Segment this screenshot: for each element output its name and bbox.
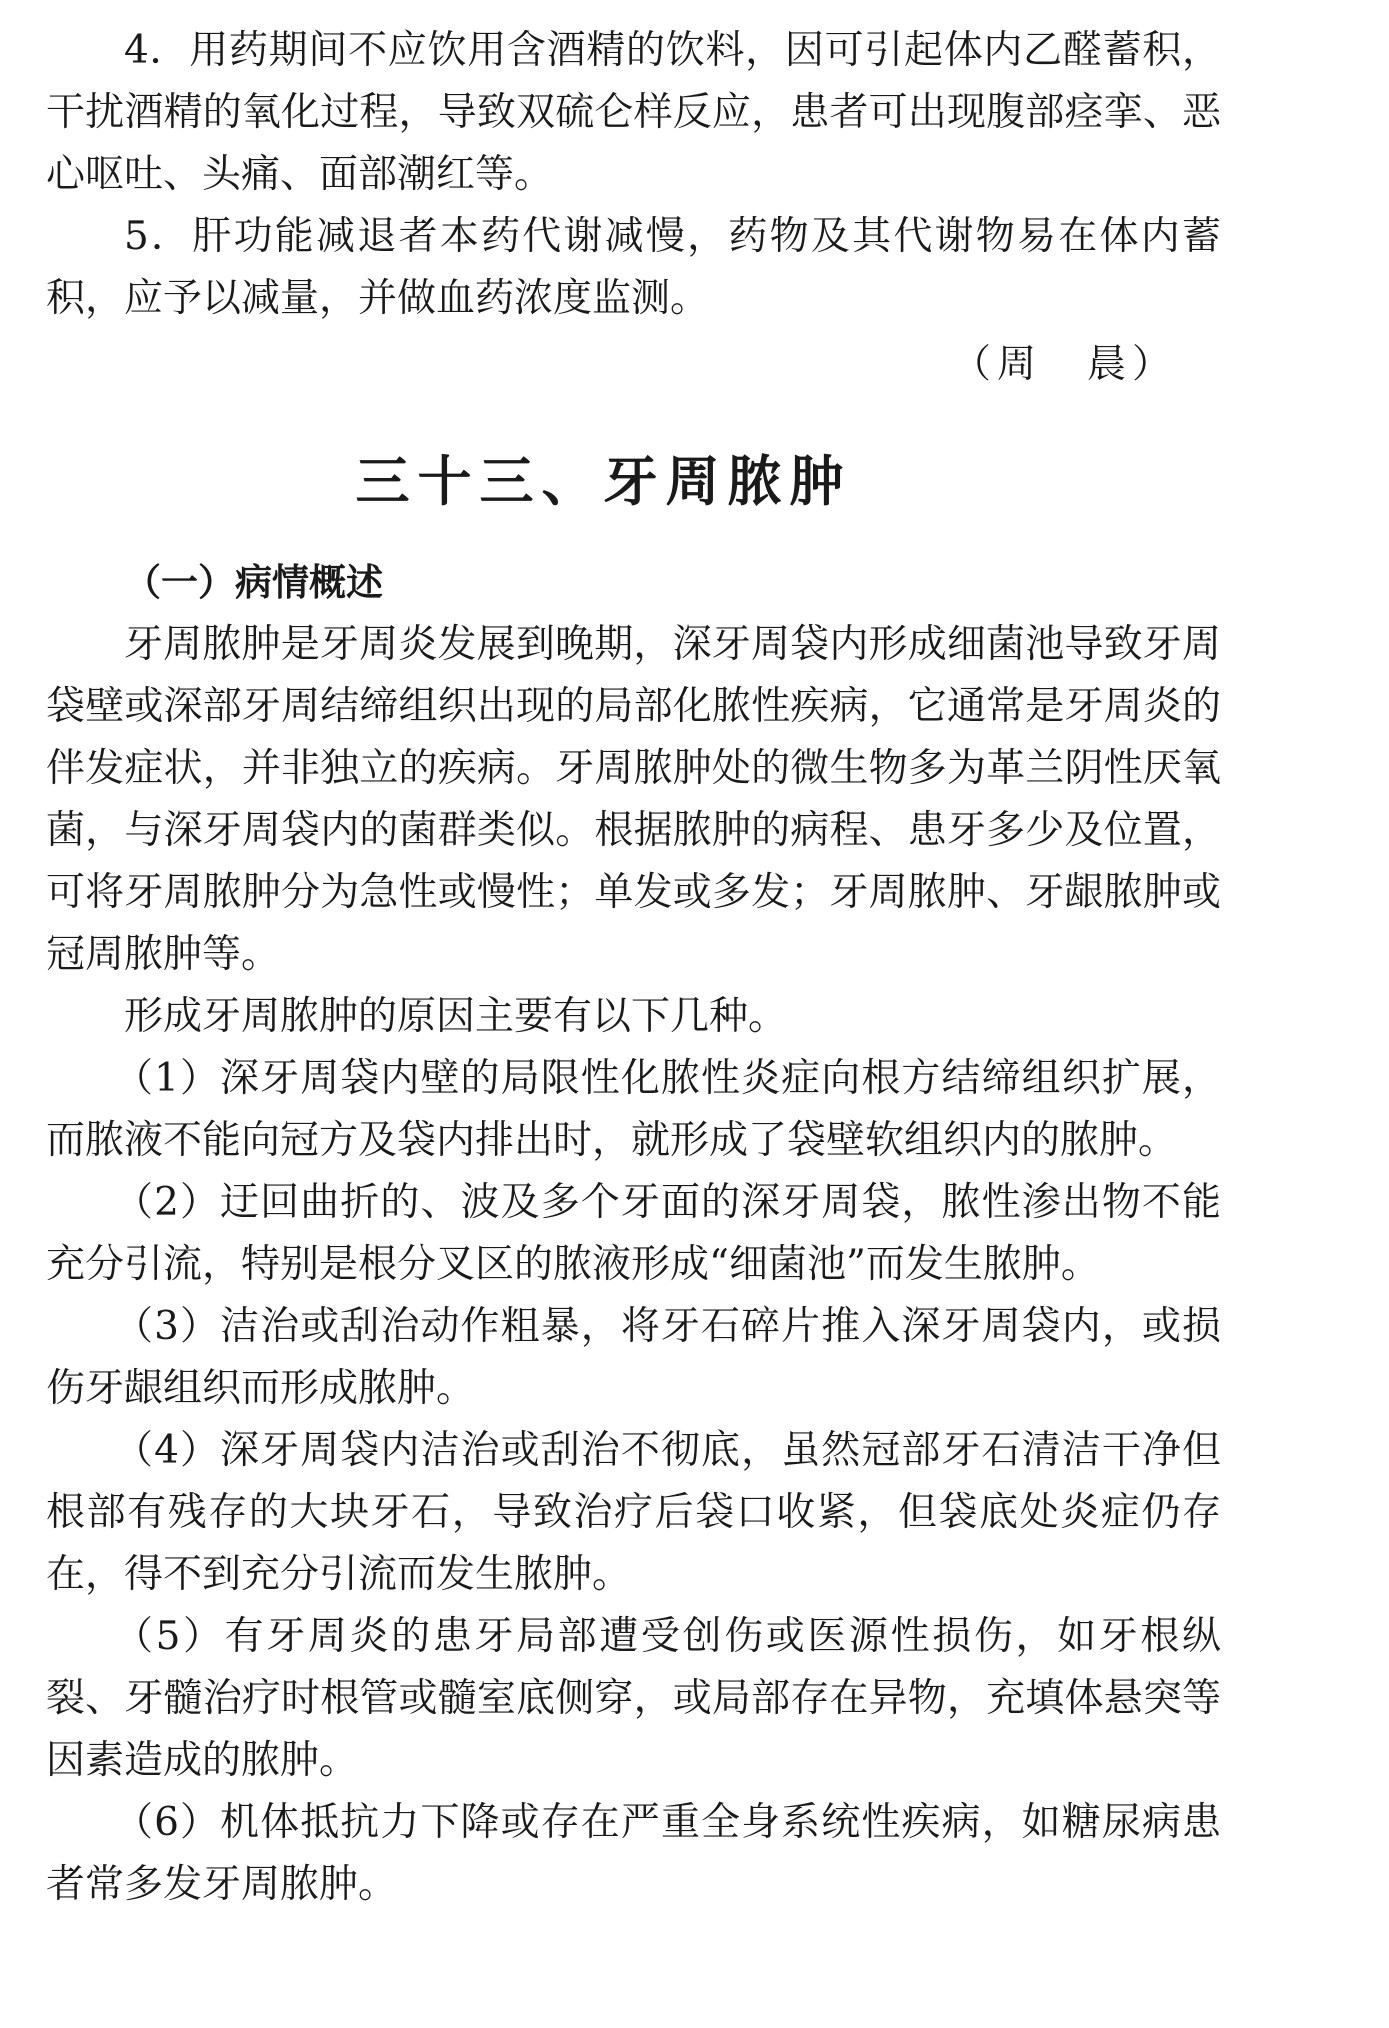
cause-item-2: （2）迂回曲折的、波及多个牙面的深牙周袋，脓性渗出物不能充分引流，特别是根分叉区的脓液形成“细菌池”而发生脓肿。 xyxy=(46,1180,1221,1287)
cause-item-5: （5）有牙周炎的患牙局部遭受创伤或医源性损伤，如牙根纵裂、牙髓治疗时根管或髓室底侧穿，或局部存在异物，充填体悬突等因素造成的脓肿。 xyxy=(46,1614,1221,1783)
cause-item-4: （4）深牙周袋内洁治或刮治不彻底，虽然冠部牙石清洁干净但根部有残存的大块牙石，导致治疗后袋口收紧，但袋底处炎症仍存在，得不到充分引流而发生脓肿。 xyxy=(46,1428,1221,1597)
chapter-title: 三十三、牙周脓肿 xyxy=(355,450,852,513)
numbered-note-4: 4．用药期间不应饮用含酒精的饮料，因可引起体内乙醛蓄积，干扰酒精的氧化过程，导致双硫仑样反应，患者可出现腹部痉挛、恶心呕吐、头痛、面部潮红等。 xyxy=(46,28,1221,197)
overview-paragraph: 牙周脓肿是牙周炎发展到晚期，深牙周袋内形成细菌池导致牙周袋壁或深部牙周结缔组织出现的局部化脓性疾病，它通常是牙周炎的伴发症状，并非独立的疾病。牙周脓肿处的微生物多为革兰阴性厌氧菌，与深牙周袋内的菌群类似。根据脓肿的病程、患牙多少及位置，可将牙周脓肿分为急性或慢性；单发或多发；牙周脓肿、牙龈脓肿或冠周脓肿等。 xyxy=(46,622,1221,977)
causes-intro-paragraph: 形成牙周脓肿的原因主要有以下几种。 xyxy=(124,994,788,1039)
cause-item-1: （1）深牙周袋内壁的局限性化脓性炎症向根方结缔组织扩展，而脓液不能向冠方及袋内排出时，就形成了袋壁软组织内的脓肿。 xyxy=(46,1056,1221,1163)
section-heading: （一）病情概述 xyxy=(124,561,383,604)
author-attribution: （周 晨） xyxy=(951,342,1177,387)
document-page xyxy=(46,20,1221,1916)
numbered-note-5: 5．肝功能减退者本药代谢减慢，药物及其代谢物易在体内蓄积，应予以减量，并做血药浓度监测。 xyxy=(46,214,1221,321)
cause-item-3: （3）洁治或刮治动作粗暴，将牙石碎片推入深牙周袋内，或损伤牙龈组织而形成脓肿。 xyxy=(46,1304,1221,1411)
cause-item-6: （6）机体抵抗力下降或存在严重全身系统性疾病，如糖尿病患者常多发牙周脓肿。 xyxy=(46,1800,1221,1907)
